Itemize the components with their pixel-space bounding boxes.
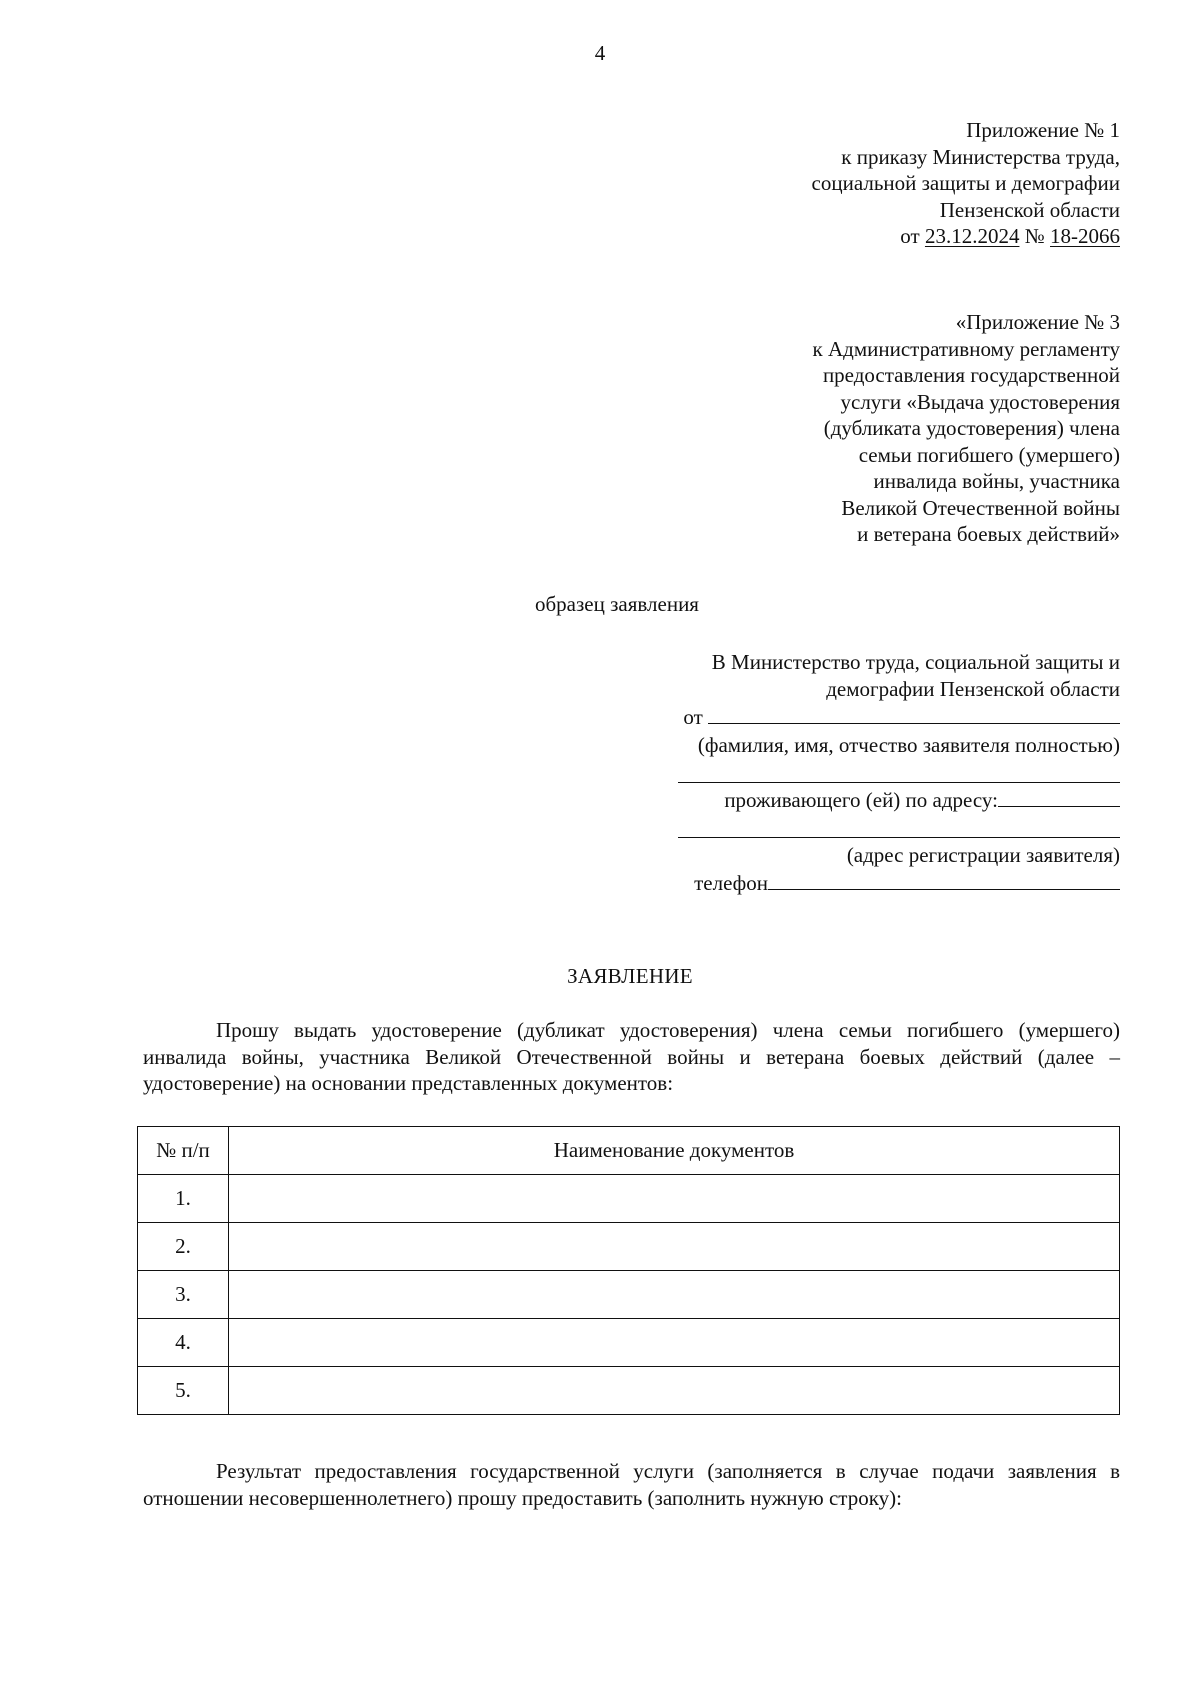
document-name-cell[interactable] — [229, 1271, 1120, 1319]
document-name-cell[interactable] — [229, 1319, 1120, 1367]
table-row — [138, 1175, 1120, 1223]
row-number: 2. — [138, 1223, 229, 1271]
document-name-cell[interactable] — [229, 1367, 1120, 1415]
fio-hint: (фамилия, имя, отчество заявителя полностью) — [697, 733, 1120, 757]
appendix-3-line: и ветерана боевых действий» — [857, 522, 1120, 546]
order-number: 18-2066 — [1050, 224, 1120, 248]
addressee-line-1: В Министерство труда, социальной защиты и — [711, 650, 1120, 674]
column-header-number: № п/п — [138, 1127, 229, 1175]
from-line — [683, 704, 1120, 731]
document-name-cell[interactable] — [229, 1175, 1120, 1223]
phone-field[interactable] — [768, 871, 1120, 890]
number-prefix: № — [1019, 224, 1050, 248]
table-row — [138, 1367, 1120, 1415]
appendix-3-line: к Административному регламенту — [812, 336, 1120, 361]
document-name-cell[interactable] — [229, 1223, 1120, 1271]
address-field-line-2[interactable] — [678, 837, 1120, 838]
column-header-document-name: Наименование документов — [229, 1127, 1120, 1175]
appendix-1-line: Пензенской области — [939, 197, 1120, 222]
appendix-3-line: инвалида войны, участника — [873, 469, 1120, 493]
row-number: 3. — [138, 1271, 229, 1319]
result-paragraph: Результат предоставления государственной услуги (заполняется в случае подачи заявления в отношении несовершеннолетнего) прошу предоставить (заполнить нужную строку): — [143, 1459, 1120, 1510]
addressee-line-2: демографии Пензенской области — [826, 677, 1120, 701]
appendix-3-line: «Приложение № 3 — [955, 310, 1120, 334]
row-number: 5. — [138, 1367, 229, 1415]
sample-label: образец заявления — [535, 592, 699, 616]
appendix-3-line: Великой Отечественной войны — [841, 495, 1120, 520]
appendix-1-line: Приложение № 1 — [966, 118, 1120, 142]
appendix-3-header — [560, 309, 1120, 548]
residence-line — [724, 787, 1120, 814]
appendix-3-line: предоставления государственной — [822, 363, 1120, 387]
address-field[interactable] — [998, 788, 1120, 807]
table-header-row — [138, 1127, 1120, 1175]
appendix-3-line: (дубликата удостоверения) члена — [823, 416, 1120, 440]
intro-paragraph: Прошу выдать удостоверение (дубликат удостоверения) члена семьи погибшего (умершего) инвалида войны, участника Великой Отечественной войны и ветерана боевых действий (далее – удостоверение) на основании представленных документов: — [143, 1018, 1120, 1095]
appendix-1-date-line — [560, 223, 1120, 250]
date-prefix: от — [900, 224, 925, 248]
phone-line — [694, 870, 1120, 897]
row-number: 1. — [138, 1175, 229, 1223]
appendix-1-line: социальной защиты и демографии — [811, 171, 1120, 195]
from-label: от — [683, 705, 703, 729]
appendix-3-line: услуги «Выдача удостоверения — [840, 389, 1120, 414]
address-hint: (адрес регистрации заявителя) — [846, 843, 1120, 867]
row-number: 4. — [138, 1319, 229, 1367]
phone-label: телефон — [694, 871, 768, 895]
table-row — [138, 1223, 1120, 1271]
documents-table — [137, 1126, 1120, 1415]
document-title: ЗАЯВЛЕНИЕ — [567, 964, 693, 988]
applicant-name-field[interactable] — [708, 705, 1120, 724]
appendix-1-header — [560, 117, 1120, 250]
order-date: 23.12.2024 — [924, 224, 1020, 248]
appendix-3-line: семьи погибшего (умершего) — [858, 442, 1120, 467]
table-row — [138, 1271, 1120, 1319]
appendix-1-line: к приказу Министерства труда, — [841, 144, 1120, 169]
page-number: 4 — [594, 41, 606, 65]
table-row — [138, 1319, 1120, 1367]
residence-label: проживающего (ей) по адресу: — [724, 788, 998, 812]
applicant-name-field-line-2[interactable] — [678, 782, 1120, 783]
